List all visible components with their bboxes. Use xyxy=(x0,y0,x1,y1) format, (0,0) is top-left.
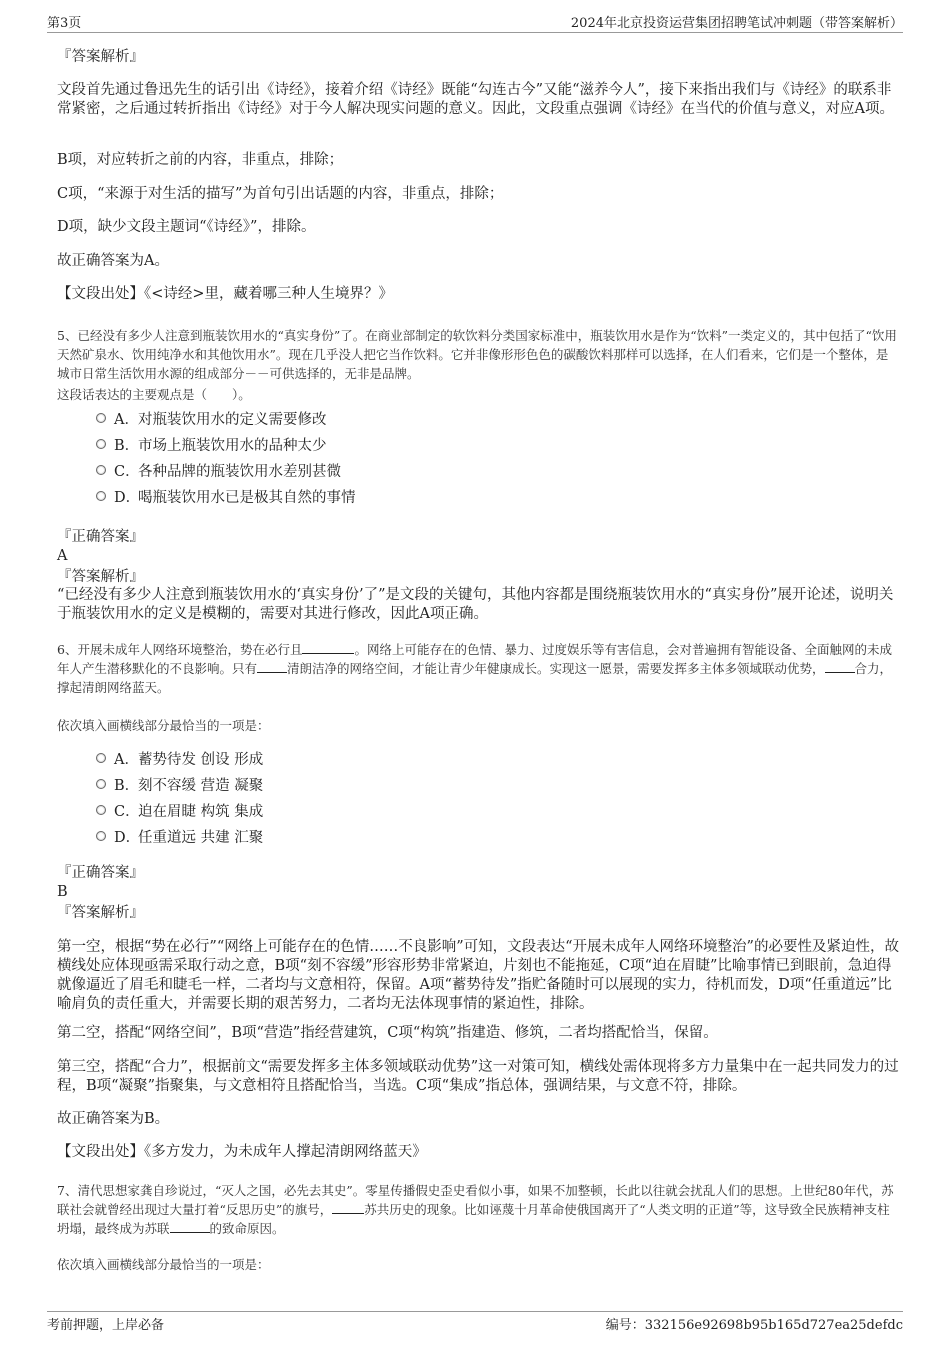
blank-line xyxy=(825,660,855,673)
blank-line xyxy=(302,641,354,654)
blank-line xyxy=(332,1201,364,1214)
q5-option-d[interactable]: D． 喝瓶装饮用水已是极其自然的事情 xyxy=(96,483,356,509)
page-header xyxy=(47,12,903,32)
q6-options xyxy=(96,745,263,849)
radio-icon[interactable] xyxy=(96,753,106,763)
q6-analysis-p3: 第三空，搭配“合力”，根据前文“需要发挥多主体多领域联动优势”这一对策可知，横线处需体现将多方力量集中在一起共同发力的过程，B项“凝聚”指聚集，与文意相符且搭配恰当，当选。C项“集成”指总体，强调结果，与文意不符，排除。 xyxy=(57,1059,899,1094)
q5-answer-label: 『正确答案』 xyxy=(57,529,144,545)
q4-answer-line: 故正确答案为A。 xyxy=(57,253,169,269)
q6-answer: B xyxy=(57,884,68,900)
radio-icon[interactable] xyxy=(96,439,106,449)
q6-analysis-label: 『答案解析』 xyxy=(57,905,144,921)
q7-question: 依次填入画横线部分最恰当的一项是： xyxy=(57,1257,270,1272)
q5-options xyxy=(96,405,356,509)
q6-option-c[interactable]: C． 迫在眉睫 构筑 集成 xyxy=(96,797,263,823)
q6-analysis-p2: 第二空，搭配“网络空间”，B项“营造”指经营建筑，C项“构筑”指建造、修筑，二者均搭配恰当，保留。 xyxy=(57,1025,718,1041)
q5-analysis-label: 『答案解析』 xyxy=(57,569,144,585)
q6-stem: 6、开展未成年人网络环境整治，势在必行且 。网络上可能存在的色情、暴力、过度娱乐等有害信息，会对普遍拥有智能设备、全面触网的未成年人产生潜移默化的不良影响。只有 清朗洁净的网络空间，才能让青少年健康成长。实现这一愿景，需要发挥多主体多领域联动优势， 合力，撑起清朗网络蓝天。 xyxy=(57,642,893,695)
q4-analysis-p1: 文段首先通过鲁迅先生的话引出《诗经》，接着介绍《诗经》既能“勾连古今”又能“滋养今人”，接下来指出我们与《诗经》的联系非常紧密，之后通过转折指出《诗经》对于今人解决现实问题的意义。因此，文段重点强调《诗经》在当代的价值与意义，对应A项。 xyxy=(57,82,894,117)
radio-icon[interactable] xyxy=(96,805,106,815)
q6-answer-line: 故正确答案为B。 xyxy=(57,1111,170,1127)
document-code: 编号：332156e92698b95b165d727ea25defdc xyxy=(605,1318,903,1333)
footer-divider xyxy=(47,1311,903,1312)
q5-question: 这段话表达的主要观点是（ ）。 xyxy=(57,387,251,402)
q6-option-d[interactable]: D． 任重道远 共建 汇聚 xyxy=(96,823,263,849)
q4-analysis-p2: B项，对应转折之前的内容，非重点，排除； xyxy=(57,152,344,168)
document-title: 2024年北京投资运营集团招聘笔试冲刺题（带答案解析） xyxy=(570,16,903,31)
q5-answer: A xyxy=(57,548,68,564)
q5-analysis: “已经没有多少人注意到瓶装饮用水的‘真实身份’了”是文段的关键句，其他内容都是围绕瓶装饮用水的“真实身份”展开论述，说明关于瓶装饮用水的定义是模糊的，需要对其进行修改，因此A项正确。 xyxy=(57,587,894,622)
header-divider xyxy=(47,32,903,33)
page-number: 第3页 xyxy=(47,16,82,31)
radio-icon[interactable] xyxy=(96,413,106,423)
radio-icon[interactable] xyxy=(96,831,106,841)
q4-analysis-p4: D项，缺少文段主题词“《诗经》”，排除。 xyxy=(57,219,316,235)
q5-stem: 5、已经没有多少人注意到瓶装饮用水的“真实身份”了。在商业部制定的软饮料分类国家标准中，瓶装饮用水是作为“饮料”一类定义的，其中包括了“饮用天然矿泉水、饮用纯净水和其他饮用水”。现在几乎没人把它当作饮料。它并非像形形色色的碳酸饮料那样可以选择，在人们看来，它们是一个整体，是城市日常生活饮用水源的组成部分－－可供选择的，无非是品牌。 xyxy=(57,328,897,381)
q6-question: 依次填入画横线部分最恰当的一项是： xyxy=(57,718,270,733)
footer-slogan: 考前押题，上岸必备 xyxy=(47,1318,165,1333)
q4-analysis-p3: C项，“来源于对生活的描写”为首句引出话题的内容，非重点，排除； xyxy=(57,186,504,202)
q4-analysis-label: 『答案解析』 xyxy=(57,49,144,65)
q6-option-a[interactable]: A． 蓄势待发 创设 形成 xyxy=(96,745,263,771)
radio-icon[interactable] xyxy=(96,465,106,475)
q6-source: 【文段出处】《多方发力，为未成年人撑起清朗网络蓝天》 xyxy=(57,1144,427,1160)
radio-icon[interactable] xyxy=(96,491,106,501)
q6-analysis-p1: 第一空，根据“势在必行”“网络上可能存在的色情……不良影响”可知，文段表达“开展未成年人网络环境整治”的必要性及紧迫性，故横线处应体现亟需采取行动之意，B项“刻不容缓”形容形势非常紧迫，片刻也不能拖延，C项“迫在眉睫”比喻事情已到眼前，急迫得就像逼近了眉毛和睫毛一样，二者均与文意相符，保留。A项“蓄势待发”指贮备随时可以展现的实力，待机而发，D项“任重道远”比喻肩负的责任重大，并需要长期的艰苦努力，二者均无法体现事情的紧迫性，排除。 xyxy=(57,939,899,1012)
blank-line xyxy=(257,660,287,673)
radio-icon[interactable] xyxy=(96,779,106,789)
q6-answer-label: 『正确答案』 xyxy=(57,865,144,881)
q4-source: 【文段出处】《<诗经>里，藏着哪三种人生境界？》 xyxy=(57,286,394,302)
blank-line xyxy=(170,1220,210,1233)
q5-option-a[interactable]: A． 对瓶装饮用水的定义需要修改 xyxy=(96,405,356,431)
q6-option-b[interactable]: B． 刻不容缓 营造 凝聚 xyxy=(96,771,263,797)
q7-stem: 7、清代思想家龚自珍说过，“灭人之国，必先去其史”。零星传播假史歪史看似小事，如果不加整顿，长此以往就会扰乱人们的思想。上世纪80年代，苏联社会就曾经出现过大量打着“反思历史”的旗号， 苏共历史的现象。比如诬蔑十月革命使俄国离开了“人类文明的正道”等，这导致全民族精神支柱坍塌，最终成为苏联 的致命原因。 xyxy=(57,1183,894,1236)
q5-option-c[interactable]: C． 各种品牌的瓶装饮用水差别甚微 xyxy=(96,457,356,483)
q5-option-b[interactable]: B． 市场上瓶装饮用水的品种太少 xyxy=(96,431,356,457)
